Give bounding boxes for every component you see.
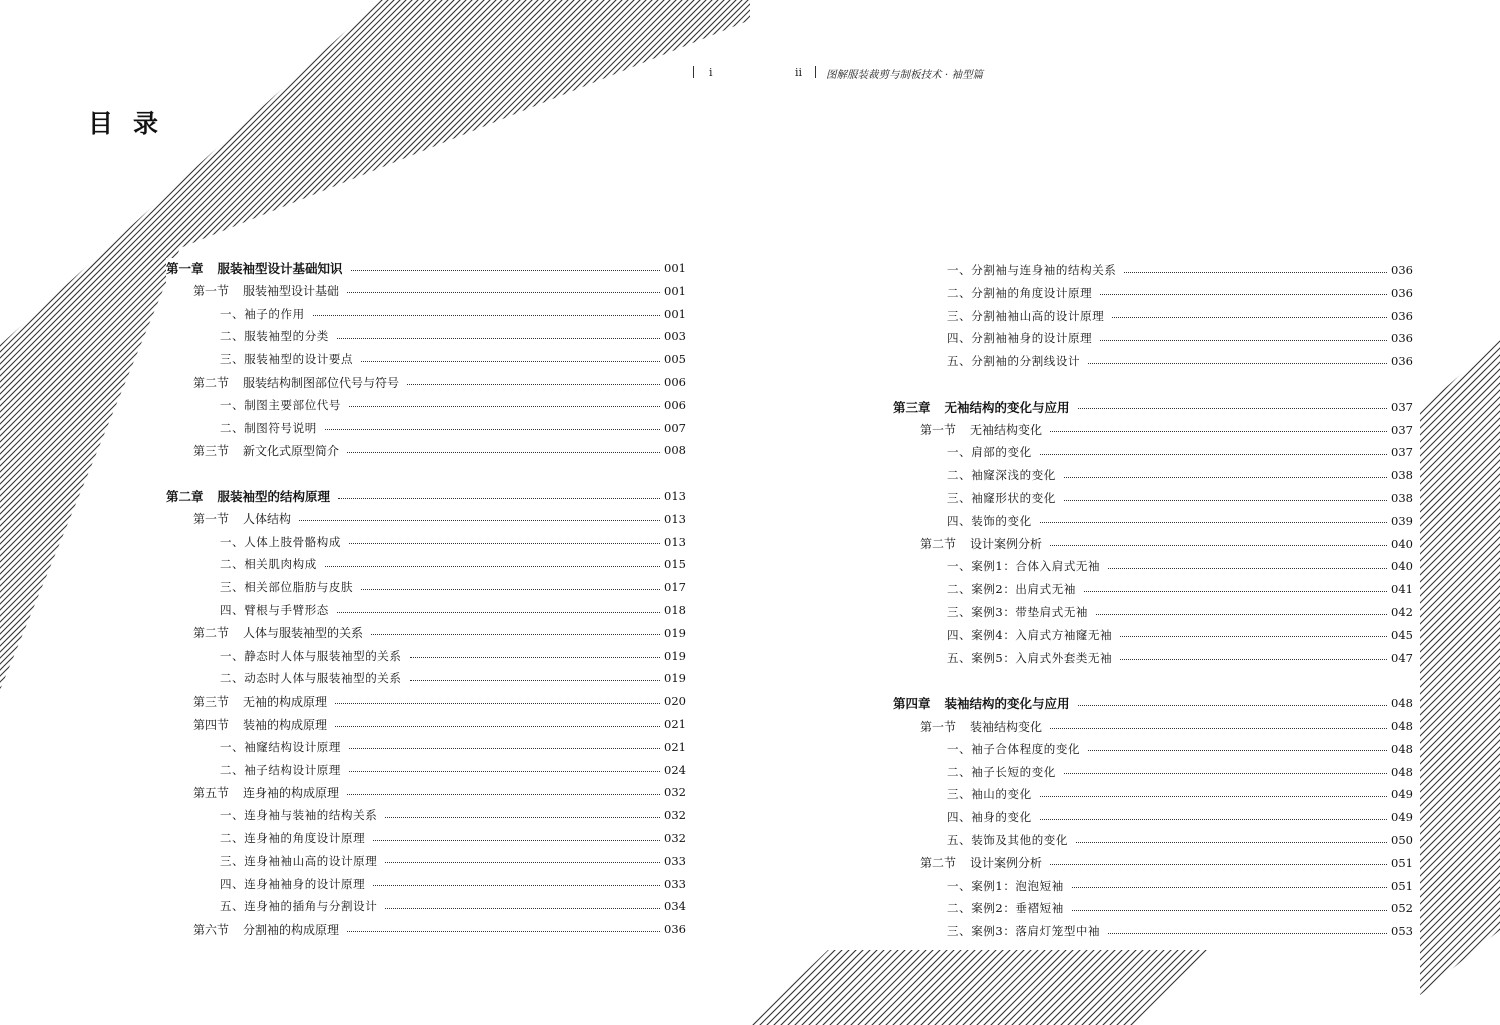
dot-leader xyxy=(1040,796,1387,797)
dot-leader xyxy=(385,817,660,818)
stripe-line xyxy=(0,0,182,1025)
dot-leader xyxy=(349,406,660,407)
dot-leader xyxy=(1078,408,1388,409)
toc-entry-title: 三、服装袖型的设计要点 xyxy=(220,352,354,367)
stripe-line xyxy=(0,0,140,1025)
toc-entry-title: 连身袖的构成原理 xyxy=(243,785,340,800)
toc-entry-item[interactable] xyxy=(893,306,1413,326)
toc-entry-item[interactable] xyxy=(893,921,1413,941)
toc-entry-item[interactable] xyxy=(166,805,686,825)
toc-entry-title: 一、制图主要部位代号 xyxy=(220,397,341,412)
toc-entry-item[interactable] xyxy=(166,554,686,574)
stripe-line xyxy=(0,0,32,1025)
toc-entry-title: 人体与服装袖型的关系 xyxy=(243,626,364,641)
toc-entry-page: 048 xyxy=(1391,719,1413,733)
toc-entry-item[interactable] xyxy=(893,648,1413,668)
toc-entry-page: 048 xyxy=(1391,764,1413,779)
dot-leader xyxy=(325,566,660,567)
toc-entry-title: 一、人体上肢骨骼构成 xyxy=(220,534,341,549)
dot-leader xyxy=(1096,614,1387,615)
toc-entry-page: 021 xyxy=(664,717,686,731)
toc-entry-label: 第三章 xyxy=(893,399,931,415)
dot-leader xyxy=(1100,294,1387,295)
toc-entry-page: 006 xyxy=(664,375,686,389)
stripe-line xyxy=(0,0,104,1025)
toc-entry-page: 036 xyxy=(1391,285,1413,300)
toc-entry-label: 第六节 xyxy=(193,922,230,937)
toc-entry-title: 四、案例4：入肩式方袖窿无袖 xyxy=(947,627,1113,642)
toc-entry-item[interactable] xyxy=(893,602,1413,622)
dot-leader xyxy=(1050,864,1387,865)
right-page-number: ii xyxy=(795,66,803,79)
toc-entry-page: 049 xyxy=(1391,787,1413,802)
dot-leader xyxy=(1064,773,1387,774)
toc-entry-label: 第二章 xyxy=(166,489,204,504)
toc-entry-title: 服装结构制图部位代号与符号 xyxy=(243,375,400,390)
dot-leader xyxy=(1124,272,1387,273)
toc-entry-title: 三、相关部位脂肪与皮肤 xyxy=(220,580,354,595)
toc-entry-item[interactable] xyxy=(893,625,1413,645)
toc-entry-item[interactable] xyxy=(166,418,686,438)
toc-entry-label: 第二节 xyxy=(920,537,957,552)
dot-leader xyxy=(410,657,661,658)
toc-entry-title: 分割袖的构成原理 xyxy=(243,922,340,937)
toc-entry-item[interactable] xyxy=(166,304,686,324)
toc-entry-page: 001 xyxy=(664,306,686,321)
toc-entry-chapter[interactable] xyxy=(166,486,686,506)
toc-entry-title: 四、臂根与手臂形态 xyxy=(220,603,329,617)
dot-leader xyxy=(337,612,660,613)
toc-entry-title: 一、连身袖与装袖的结构关系 xyxy=(220,808,378,823)
toc-entry-item[interactable] xyxy=(166,532,686,552)
toc-entry-label: 第一节 xyxy=(193,284,230,299)
dot-leader xyxy=(338,498,660,499)
toc-entry-page: 017 xyxy=(664,580,686,595)
toc-entry-label: 第二节 xyxy=(193,626,230,641)
toc-entry-title: 一、袖子合体程度的变化 xyxy=(947,741,1081,756)
toc-entry-title: 人体结构 xyxy=(243,512,292,527)
toc-entry-page: 051 xyxy=(1391,855,1413,870)
header-divider xyxy=(815,66,816,78)
toc-entry-title: 二、袖子长短的变化 xyxy=(947,764,1056,779)
dot-leader xyxy=(1108,568,1387,569)
stripe-line xyxy=(0,0,194,1025)
stripe-line xyxy=(0,0,158,1025)
toc-entry-label: 第五节 xyxy=(193,785,230,800)
dot-leader xyxy=(1064,477,1387,478)
toc-entry-title: 二、分割袖的角度设计原理 xyxy=(947,285,1093,300)
toc-entry-section[interactable] xyxy=(166,691,686,711)
dot-leader xyxy=(410,680,661,681)
dot-leader xyxy=(1120,659,1387,660)
toc-entry-title: 一、肩部的变化 xyxy=(947,445,1032,460)
toc-entry-label: 第一节 xyxy=(920,423,957,438)
stripe-line xyxy=(0,0,152,1025)
toc-entry-section[interactable] xyxy=(166,782,686,802)
toc-entry-title: 二、案例2：出肩式无袖 xyxy=(947,582,1076,597)
toc-entry-page: 015 xyxy=(664,557,686,572)
toc-entry-title: 二、制图符号说明 xyxy=(220,420,317,435)
toc-entry-item[interactable] xyxy=(166,326,686,346)
toc-entry-section[interactable] xyxy=(893,420,1413,440)
toc-right-column xyxy=(893,260,1413,950)
toc-entry-title: 三、袖山的变化 xyxy=(947,787,1032,802)
dot-leader xyxy=(1050,545,1387,546)
dot-leader xyxy=(349,543,660,544)
toc-entry-page: 036 xyxy=(664,922,686,937)
toc-entry-chapter[interactable] xyxy=(893,397,1413,417)
toc-entry-label: 第二节 xyxy=(920,856,957,871)
dot-leader xyxy=(1040,522,1387,523)
toc-entry-item[interactable] xyxy=(893,876,1413,896)
toc-entry-chapter[interactable] xyxy=(166,258,686,278)
toc-entry-title: 一、案例1：合体入肩式无袖 xyxy=(947,559,1101,574)
dot-leader xyxy=(407,384,660,385)
toc-entry-section[interactable] xyxy=(893,853,1413,873)
toc-entry-section[interactable] xyxy=(166,281,686,301)
toc-entry-item[interactable] xyxy=(893,465,1413,485)
dot-leader xyxy=(361,589,660,590)
toc-entry-title: 装袖结构变化 xyxy=(970,719,1043,734)
toc-entry-item[interactable] xyxy=(893,328,1413,348)
dot-leader xyxy=(361,361,660,362)
stripe-line xyxy=(0,0,56,1025)
toc-entry-label: 第四节 xyxy=(193,717,230,732)
toc-entry-label: 第四章 xyxy=(893,696,931,712)
toc-entry-page: 019 xyxy=(664,648,686,663)
toc-entry-page: 037 xyxy=(1391,422,1413,437)
toc-entry-page: 036 xyxy=(1391,308,1413,323)
toc-entry-title: 服装袖型的结构原理 xyxy=(217,489,331,504)
toc-entry-title: 无袖的构成原理 xyxy=(243,694,328,709)
dot-leader xyxy=(1078,705,1388,706)
stripe-line xyxy=(0,0,164,1025)
toc-entry-title: 四、连身袖袖身的设计原理 xyxy=(220,876,366,891)
toc-entry-section[interactable] xyxy=(893,534,1413,554)
toc-entry-page: 034 xyxy=(664,899,686,914)
toc-entry-page: 036 xyxy=(1391,354,1413,369)
toc-entry-label: 第一章 xyxy=(166,261,204,276)
toc-entry-page: 053 xyxy=(1391,924,1413,939)
dot-leader xyxy=(373,840,660,841)
dot-leader xyxy=(1100,340,1387,341)
dot-leader xyxy=(347,794,660,795)
toc-entry-section[interactable] xyxy=(166,440,686,460)
dot-leader xyxy=(347,452,660,453)
dot-leader xyxy=(351,270,661,271)
dot-leader xyxy=(1050,431,1387,432)
toc-entry-title: 一、静态时人体与服装袖型的关系 xyxy=(220,648,402,663)
toc-entry-page: 032 xyxy=(664,785,686,800)
toc-entry-label: 第二节 xyxy=(193,375,230,390)
toc-entry-title: 二、服装袖型的分类 xyxy=(220,329,329,344)
dot-leader xyxy=(371,634,660,635)
toc-title xyxy=(88,104,164,140)
toc-entry-page: 045 xyxy=(1391,627,1413,642)
toc-entry-item[interactable] xyxy=(893,762,1413,782)
toc-entry-section[interactable] xyxy=(893,716,1413,736)
dot-leader xyxy=(373,885,660,886)
toc-entry-page: 013 xyxy=(664,489,686,503)
toc-entry-item[interactable] xyxy=(166,395,686,415)
toc-entry-title: 二、案例2：垂褶短袖 xyxy=(947,901,1064,916)
toc-entry-page: 018 xyxy=(664,603,686,617)
toc-entry-item[interactable] xyxy=(893,739,1413,759)
toc-entry-item[interactable] xyxy=(893,442,1413,462)
toc-entry-label: 第三节 xyxy=(193,443,230,458)
toc-entry-page: 013 xyxy=(664,511,686,526)
dot-leader xyxy=(385,862,660,863)
toc-entry-page: 038 xyxy=(1391,468,1413,483)
toc-entry-title: 五、案例5：入肩式外套类无袖 xyxy=(947,650,1113,665)
toc-entry-title: 二、动态时人体与服装袖型的关系 xyxy=(220,671,402,686)
toc-entry-title: 二、相关肌肉构成 xyxy=(220,557,317,572)
toc-entry-page: 047 xyxy=(1391,650,1413,665)
toc-entry-title: 五、装饰及其他的变化 xyxy=(947,833,1068,847)
stripe-line xyxy=(1441,0,1500,1025)
toc-entry-page: 003 xyxy=(664,329,686,344)
toc-entry-item[interactable] xyxy=(893,784,1413,804)
toc-entry-item[interactable] xyxy=(893,898,1413,918)
toc-entry-page: 051 xyxy=(1391,878,1413,893)
toc-entry-item[interactable] xyxy=(166,349,686,369)
toc-entry-page: 049 xyxy=(1391,810,1413,825)
running-title: 图解服装裁剪与制板技术 · 袖型篇 xyxy=(826,69,984,81)
toc-entry-item[interactable] xyxy=(166,851,686,871)
toc-entry-page: 020 xyxy=(664,694,686,709)
toc-entry-page: 005 xyxy=(664,352,686,367)
toc-entry-label: 第一节 xyxy=(920,719,957,734)
toc-entry-item[interactable] xyxy=(166,760,686,780)
toc-entry-page: 008 xyxy=(664,443,686,458)
dot-leader xyxy=(1076,842,1387,843)
toc-entry-page: 040 xyxy=(1391,536,1413,551)
toc-entry-page: 037 xyxy=(1391,445,1413,460)
toc-entry-title: 二、袖窿深浅的变化 xyxy=(947,468,1056,483)
toc-entry-page: 041 xyxy=(1391,582,1413,597)
toc-entry-title: 装袖的构成原理 xyxy=(243,717,328,732)
dot-leader xyxy=(1072,887,1387,888)
toc-entry-title: 二、连身袖的角度设计原理 xyxy=(220,831,366,845)
toc-entry-label: 第三节 xyxy=(193,694,230,709)
toc-entry-item[interactable] xyxy=(166,737,686,757)
toc-entry-page: 006 xyxy=(664,397,686,412)
dot-leader xyxy=(299,520,660,521)
toc-entry-item[interactable] xyxy=(893,830,1413,850)
dot-leader xyxy=(1084,591,1387,592)
dot-leader xyxy=(313,315,660,316)
toc-entry-title: 设计案例分析 xyxy=(970,856,1043,871)
toc-entry-page: 019 xyxy=(664,625,686,640)
toc-entry-page: 013 xyxy=(664,534,686,549)
toc-entry-page: 036 xyxy=(1391,263,1413,277)
toc-left-column xyxy=(166,258,686,948)
stripe-line xyxy=(0,0,188,1025)
toc-title-char: 录 xyxy=(133,109,165,138)
toc-entry-title: 设计案例分析 xyxy=(970,537,1043,552)
stripe-line xyxy=(0,0,116,1025)
dot-leader xyxy=(1040,819,1387,820)
toc-entry-title: 一、袖窿结构设计原理 xyxy=(220,739,341,754)
toc-entry-title: 无袖结构变化 xyxy=(970,423,1043,438)
dot-leader xyxy=(349,771,660,772)
dot-leader xyxy=(325,429,660,430)
toc-entry-title: 三、案例3：带垫肩式无袖 xyxy=(947,605,1089,619)
toc-entry-item[interactable] xyxy=(166,577,686,597)
toc-entry-item[interactable] xyxy=(893,511,1413,531)
dot-leader xyxy=(385,908,660,909)
toc-title-char: 目 xyxy=(88,109,120,138)
toc-entry-title: 三、案例3：落肩灯笼型中袖 xyxy=(947,924,1101,939)
toc-entry-item[interactable] xyxy=(166,600,686,620)
toc-entry-title: 新文化式原型简介 xyxy=(243,443,340,458)
toc-entry-item[interactable] xyxy=(166,896,686,916)
stripe-line xyxy=(0,0,146,1025)
stripe-line xyxy=(0,0,68,1025)
toc-entry-chapter[interactable] xyxy=(893,693,1413,713)
dot-leader xyxy=(335,703,660,704)
toc-entry-page: 042 xyxy=(1391,605,1413,619)
toc-entry-title: 服装袖型设计基础知识 xyxy=(217,261,343,276)
toc-entry-title: 一、分割袖与连身袖的结构关系 xyxy=(947,263,1117,277)
toc-entry-section[interactable] xyxy=(166,509,686,529)
toc-entry-title: 一、袖子的作用 xyxy=(220,306,305,321)
toc-entry-title: 三、连身袖袖山高的设计原理 xyxy=(220,853,378,868)
toc-entry-page: 040 xyxy=(1391,559,1413,574)
toc-entry-item[interactable] xyxy=(893,579,1413,599)
toc-entry-page: 001 xyxy=(664,261,686,275)
toc-entry-page: 052 xyxy=(1391,901,1413,916)
toc-entry-title: 三、分割袖袖山高的设计原理 xyxy=(947,308,1105,323)
toc-entry-title: 四、装饰的变化 xyxy=(947,513,1032,528)
toc-entry-item[interactable] xyxy=(166,646,686,666)
toc-entry-page: 032 xyxy=(664,831,686,845)
toc-entry-page: 048 xyxy=(1391,741,1413,756)
dot-leader xyxy=(335,726,660,727)
toc-entry-title: 五、分割袖的分割线设计 xyxy=(947,354,1081,369)
toc-entry-title: 三、袖窿形状的变化 xyxy=(947,491,1056,505)
dot-leader xyxy=(337,338,660,339)
toc-entry-label: 第一节 xyxy=(193,512,230,527)
toc-entry-item[interactable] xyxy=(893,488,1413,508)
dot-leader xyxy=(1112,317,1387,318)
toc-entry-page: 024 xyxy=(664,762,686,777)
toc-entry-item[interactable] xyxy=(893,351,1413,371)
dot-leader xyxy=(1072,910,1387,911)
toc-entry-item[interactable] xyxy=(166,874,686,894)
toc-entry-page: 048 xyxy=(1391,696,1413,711)
toc-entry-item[interactable] xyxy=(166,828,686,848)
dot-leader xyxy=(1040,454,1387,455)
toc-entry-title: 装袖结构的变化与应用 xyxy=(944,696,1070,712)
toc-entry-section[interactable] xyxy=(166,919,686,939)
toc-entry-item[interactable] xyxy=(893,283,1413,303)
stripe-line xyxy=(0,0,176,1025)
dot-leader xyxy=(1088,363,1387,364)
toc-entry-page: 019 xyxy=(664,671,686,686)
toc-entry-page: 007 xyxy=(664,420,686,435)
dot-leader xyxy=(349,748,660,749)
dot-leader xyxy=(347,292,660,293)
toc-entry-title: 四、袖身的变化 xyxy=(947,810,1032,825)
toc-entry-page: 033 xyxy=(664,853,686,868)
toc-entry-page: 032 xyxy=(664,808,686,823)
toc-entry-title: 一、案例1：泡泡短袖 xyxy=(947,878,1064,893)
toc-entry-item[interactable] xyxy=(893,807,1413,827)
toc-entry-section[interactable] xyxy=(166,372,686,392)
toc-entry-title: 无袖结构的变化与应用 xyxy=(944,399,1070,415)
header-divider xyxy=(693,66,694,78)
toc-entry-title: 四、分割袖袖身的设计原理 xyxy=(947,331,1093,346)
toc-entry-item[interactable] xyxy=(166,668,686,688)
dot-leader xyxy=(1120,636,1387,637)
toc-entry-section[interactable] xyxy=(166,623,686,643)
toc-entry-page: 037 xyxy=(1391,399,1413,414)
left-page-number: i xyxy=(709,66,713,79)
dot-leader xyxy=(347,931,660,932)
toc-entry-title: 服装袖型设计基础 xyxy=(243,284,340,299)
toc-entry-section[interactable] xyxy=(166,714,686,734)
stripe-line xyxy=(1483,0,1500,1025)
toc-entry-title: 五、连身袖的插角与分割设计 xyxy=(220,899,378,914)
toc-entry-page: 001 xyxy=(664,283,686,298)
stripe-line xyxy=(0,0,20,1025)
toc-entry-title: 二、袖子结构设计原理 xyxy=(220,762,341,777)
toc-entry-item[interactable] xyxy=(893,260,1413,280)
toc-entry-page: 050 xyxy=(1391,833,1413,847)
toc-entry-page: 039 xyxy=(1391,513,1413,528)
toc-entry-page: 036 xyxy=(1391,331,1413,346)
dot-leader xyxy=(1064,500,1387,501)
toc-entry-page: 021 xyxy=(664,739,686,754)
dot-leader xyxy=(1050,728,1387,729)
dot-leader xyxy=(1088,750,1387,751)
toc-entry-item[interactable] xyxy=(893,556,1413,576)
toc-entry-page: 038 xyxy=(1391,491,1413,505)
stripe-line xyxy=(1399,0,1500,1025)
toc-entry-page: 033 xyxy=(664,876,686,891)
dot-leader xyxy=(1108,933,1387,934)
